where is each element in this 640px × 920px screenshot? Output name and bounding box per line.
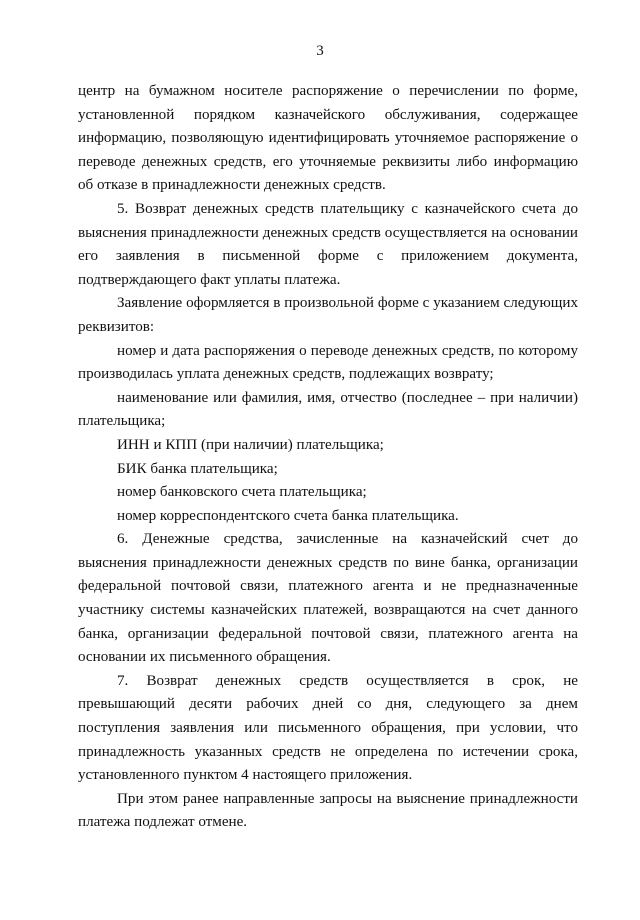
requisite-payer-name: наименование или фамилия, имя, отчество (последнее – при наличии) плательщика; <box>78 389 578 430</box>
paragraph-item-7: 7. Возврат денежных средств осуществляется в срок, не превышающий десяти рабочих дней со дня, следующего за днем поступления заявления или письменного обращения, при условии, что принадлежность указанных средств не определена по истечении срока, установленного пунктом 4 настоящего приложения. <box>78 672 578 784</box>
page-number: 3 <box>316 43 324 59</box>
requisite-bank-account: номер банковского счета плательщика; <box>117 484 367 501</box>
paragraph-item-5: 5. Возврат денежных средств плательщику с казначейского счета до выяснения принадлежности денежных средств осуществляется на основании его заявления в письменной форме с приложением документа, подтверждающего факт уплаты платежа. <box>78 200 578 288</box>
paragraph-cancel-requests: При этом ранее направленные запросы на выяснение принадлежности платежа подлежат отмене. <box>78 790 578 831</box>
requisite-inn-kpp: ИНН и КПП (при наличии) плательщика; <box>117 436 384 453</box>
requisite-order-number: номер и дата распоряжения о переводе денежных средств, по которому производилась уплата денежных средств, подлежащих возврату; <box>78 342 578 383</box>
requisite-bik: БИК банка плательщика; <box>117 460 278 477</box>
paragraph-continuation: центр на бумажном носителе распоряжение о перечислении по форме, установленной порядком казначейского обслуживания, содержащее информацию, позволяющую идентифицировать уточняемое распоряжение о переводе денежных средств, его уточняемые реквизиты либо информацию об отказе в принадлежности денежных средств. <box>78 83 578 194</box>
paragraph-item-6: 6. Денежные средства, зачисленные на казначейский счет до выяснения принадлежности денежных средств по вине банка, организации федеральной почтовой связи, платежного агента и не предназначенные участнику системы казначейских платежей, возвращаются на счет данного банка, организации федеральной почтовой связи, платежного агента на основании их письменного обращения. <box>78 531 578 666</box>
document-body <box>78 80 578 835</box>
paragraph-application-form: Заявление оформляется в произвольной форме с указанием следующих реквизитов: <box>78 295 578 335</box>
requisite-corr-account: номер корреспондентского счета банка плательщика. <box>117 507 459 524</box>
